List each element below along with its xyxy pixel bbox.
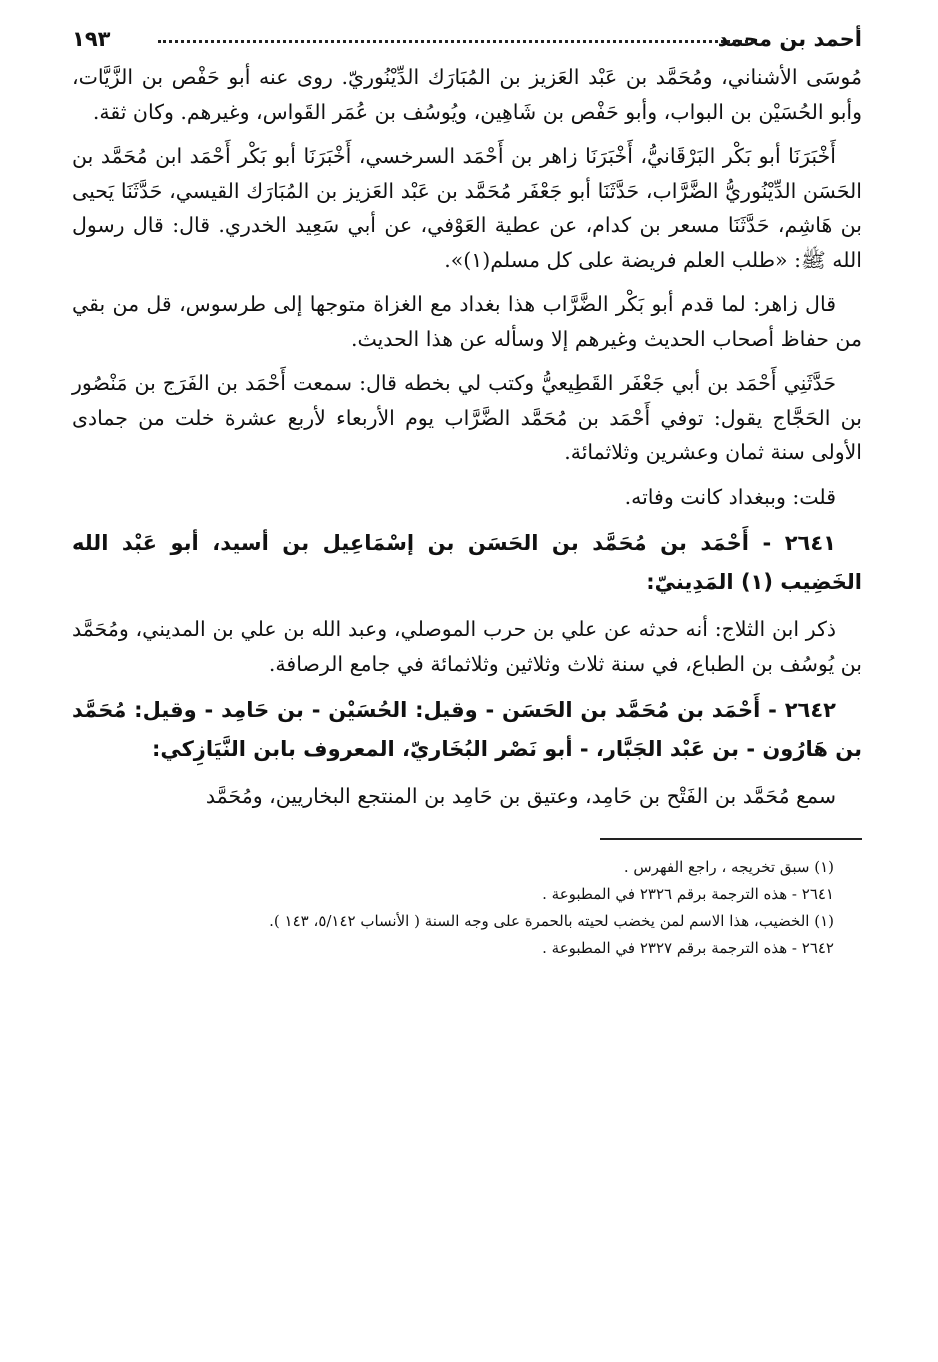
footnote-divider <box>600 838 862 840</box>
footnote-item: ٢٦٤١ - هذه الترجمة برقم ٢٣٢٦ في المطبوعة . <box>542 884 834 903</box>
page-number: ١٩٣ <box>72 27 111 51</box>
entry-text-2642: سمع مُحَمَّد بن الفَتْح بن حَامِد، وعتيق بن حَامِد بن المنتجع البخاريين، ومُحَمَّد <box>205 784 836 808</box>
entry-text-2641: ذكر ابن الثلاج: أنه حدثه عن علي بن حرب الموصلي، وعبد الله بن علي بن المديني، ومُحَمَّد بن يُوسُف بن الطباع، في سنة ثلاث وثلاثين وثلاثمائة في جامع الرصافة. <box>72 617 862 676</box>
book-page <box>72 22 862 962</box>
paragraph-isnad: أَخْبَرَنَا أبو بَكْر البَرْقَانيُّ، أَخْبَرَنَا زاهر بن أَحْمَد السرخسي، أَخْبَرَنَا أبو بَكْر أَحْمَد ابن مُحَمَّد بن الحَسَن الدِّيْنُوريُّ الضَّرَّاب، حَدَّثَنَا أبو جَعْفَر مُحَمَّد بن عَبْد العَزيز بن المُبَارَك القيسي، حَدَّثَنَا يَحيى بن هَاشِم، حَدَّثَنَا مسعر بن كدام، عن عطية العَوْفي، عن أبي سَعِيد الخدري. قال: قال رسول الله ﷺ: «طلب العلم فريضة على كل مسلم(١)». <box>72 144 862 272</box>
entry-heading-2641: ٢٦٤١ - أَحْمَد بن مُحَمَّد بن الحَسَن بن إسْمَاعِيل بن أسيد، أبو عَبْد الله الخَضِيب (١) المَدِينيّ: <box>72 531 862 594</box>
footnote-item: (١) سبق تخريجه ، راجع الفهرس . <box>623 857 834 876</box>
page-header <box>72 22 862 56</box>
footnotes <box>72 854 862 962</box>
running-title: أحمد بن محمد <box>717 27 862 51</box>
paragraph-zahir: قال زاهر: لما قدم أبو بَكْر الضَّرَّاب هذا بغداد مع الغزاة متوجها إلى طرسوس، قل من بقي من حفاظ أصحاب الحديث وغيرهم إلا وسأله عن هذا الحديث. <box>72 292 862 351</box>
paragraph-note: قلت: وببغداد كانت وفاته. <box>624 484 836 509</box>
paragraph-continuation: مُوسَى الأشناني، ومُحَمَّد بن عَبْد العَزيز بن المُبَارَك الدِّيْنُوريّ. روى عنه أبو حَفْص بن الزَّيَّات، وأبو الحُسَيْن بن البواب، وأبو حَفْص بن شَاهِين، ويُوسُف بن عُمَر القَواس، وغيرهم. وكان ثقة. <box>72 65 862 124</box>
dotted-leader <box>158 40 754 43</box>
footnote-item: (١) الخضيب، هذا الاسم لمن يخضب لحيته بالحمرة على وجه السنة ( الأنساب ٥/١٤٢، ١٤٣ ). <box>269 911 834 930</box>
page-body <box>72 60 862 814</box>
paragraph-death-report: حَدَّثَنِي أَحْمَد بن أبي جَعْفَر القَطِيعيُّ وكتب لي بخطه قال: سمعت أَحْمَد بن الفَرَج بن مَنْصُور بن الحَجَّاج يقول: توفي أَحْمَد بن مُحَمَّد الضَّرَّاب يوم الأربعاء لأربع عشرة خلت من جمادى الأولى سنة ثمان وعشرين وثلاثمائة. <box>72 371 862 464</box>
footnote-item: ٢٦٤٢ - هذه الترجمة برقم ٢٣٢٧ في المطبوعة . <box>542 938 834 957</box>
entry-heading-2642: ٢٦٤٢ - أَحْمَد بن مُحَمَّد بن الحَسَن - وقيل: الحُسَيْن - بن حَامِد - وقيل: مُحَمَّد بن هَارُون - بن عَبْد الجَبَّار، - أبو نَصْر البُخَاريّ، المعروف بابن النَّيَازِكي: <box>72 698 862 761</box>
